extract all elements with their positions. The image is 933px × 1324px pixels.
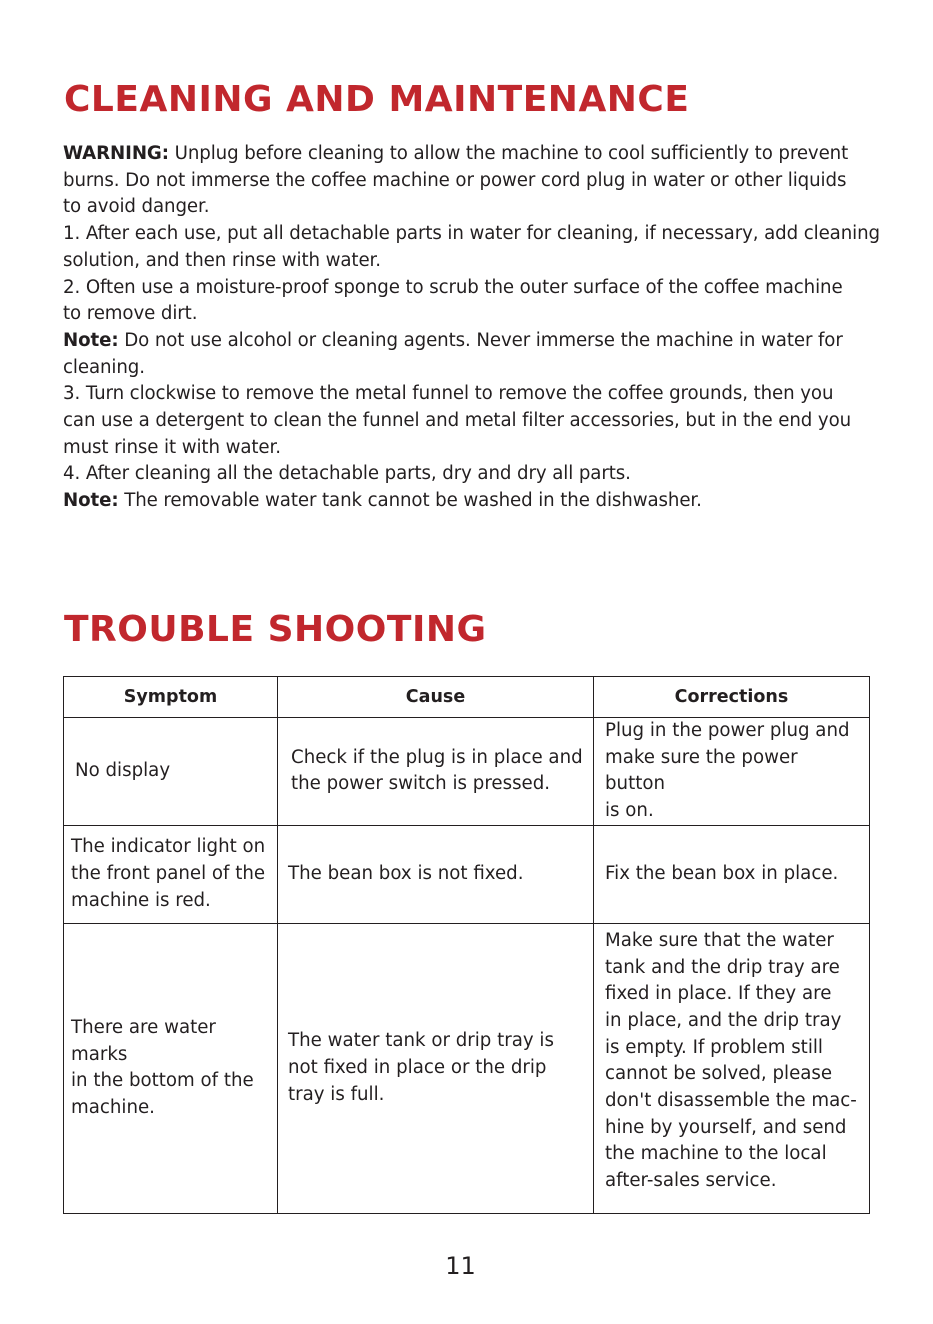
table-header-row (64, 677, 870, 718)
step-1-line-1: 1. After each use, put all detachable parts in water for cleaning, if necessary, add cleaning (63, 223, 880, 245)
note-1-line-2: cleaning. (63, 356, 145, 378)
header-corrections: Corrections (594, 677, 870, 718)
table-row (64, 718, 870, 826)
warning-label: WARNING: (63, 143, 169, 164)
step-1-line-2: solution, and then rinse with water. (63, 249, 381, 271)
correction-cell: Make sure that the water tank and the drip tray are fixed in place. If they are in place, and the drip tray is empty. If problem still cannot be solved, please don't disassemble the mac- hine by yourself, and send the machine to the local after-sales service. (594, 923, 870, 1213)
table-row (64, 923, 870, 1213)
page-number: 11 (445, 1252, 476, 1280)
step-3-line-1: 3. Turn clockwise to remove the metal funnel to remove the coffee grounds, then you (63, 383, 834, 405)
note-2 (63, 488, 871, 515)
cause-cell: The water tank or drip tray is not fixed in place or the drip tray is full. (278, 923, 594, 1213)
step-2-line-1: 2. Often use a moisture-proof sponge to scrub the outer surface of the coffee machine (63, 276, 843, 298)
note-2-text: The removable water tank cannot be washed in the dishwasher. (118, 490, 702, 512)
warning-line-2: burns. Do not immerse the coffee machine or power cord plug in water or other liquids (63, 169, 847, 191)
cause-cell: The bean box is not fixed. (278, 825, 594, 923)
note-1-label: Note: (63, 329, 119, 351)
warning-text-1: Unplug before cleaning to allow the machine to cool sufficiently to prevent (168, 143, 849, 164)
warning-line-1 (63, 141, 871, 168)
troubleshooting-table (63, 676, 870, 1214)
step-3-line-3: must rinse it with water. (63, 436, 281, 458)
warning-line-3: to avoid danger. (63, 196, 210, 218)
step-2-line-2: to remove dirt. (63, 303, 198, 325)
correction-cell: Fix the bean box in place. (594, 825, 870, 923)
note-1-text-1: Do not use alcohol or cleaning agents. Never immerse the machine in water for (118, 329, 843, 351)
troubleshooting-heading: TROUBLE SHOOTING (64, 609, 487, 650)
table-row (64, 825, 870, 923)
header-symptom: Symptom (64, 677, 278, 718)
symptom-cell: The indicator light on the front panel of the machine is red. (64, 825, 278, 923)
symptom-cell: No display (64, 718, 278, 826)
note-2-label: Note: (63, 490, 119, 512)
symptom-cell: There are water marks in the bottom of the machine. (64, 923, 278, 1213)
note-1-line-1 (63, 328, 871, 355)
header-cause: Cause (278, 677, 594, 718)
cleaning-instructions (63, 141, 880, 515)
step-4: 4. After cleaning all the detachable parts, dry and dry all parts. (63, 463, 631, 485)
step-3-line-2: can use a detergent to clean the funnel and metal filter accessories, but in the end you (63, 410, 852, 432)
correction-cell: Plug in the power plug and make sure the power button is on. (594, 718, 870, 826)
cause-cell: Check if the plug is in place and the power switch is pressed. (278, 718, 594, 826)
cleaning-maintenance-heading: CLEANING AND MAINTENANCE (64, 79, 690, 120)
